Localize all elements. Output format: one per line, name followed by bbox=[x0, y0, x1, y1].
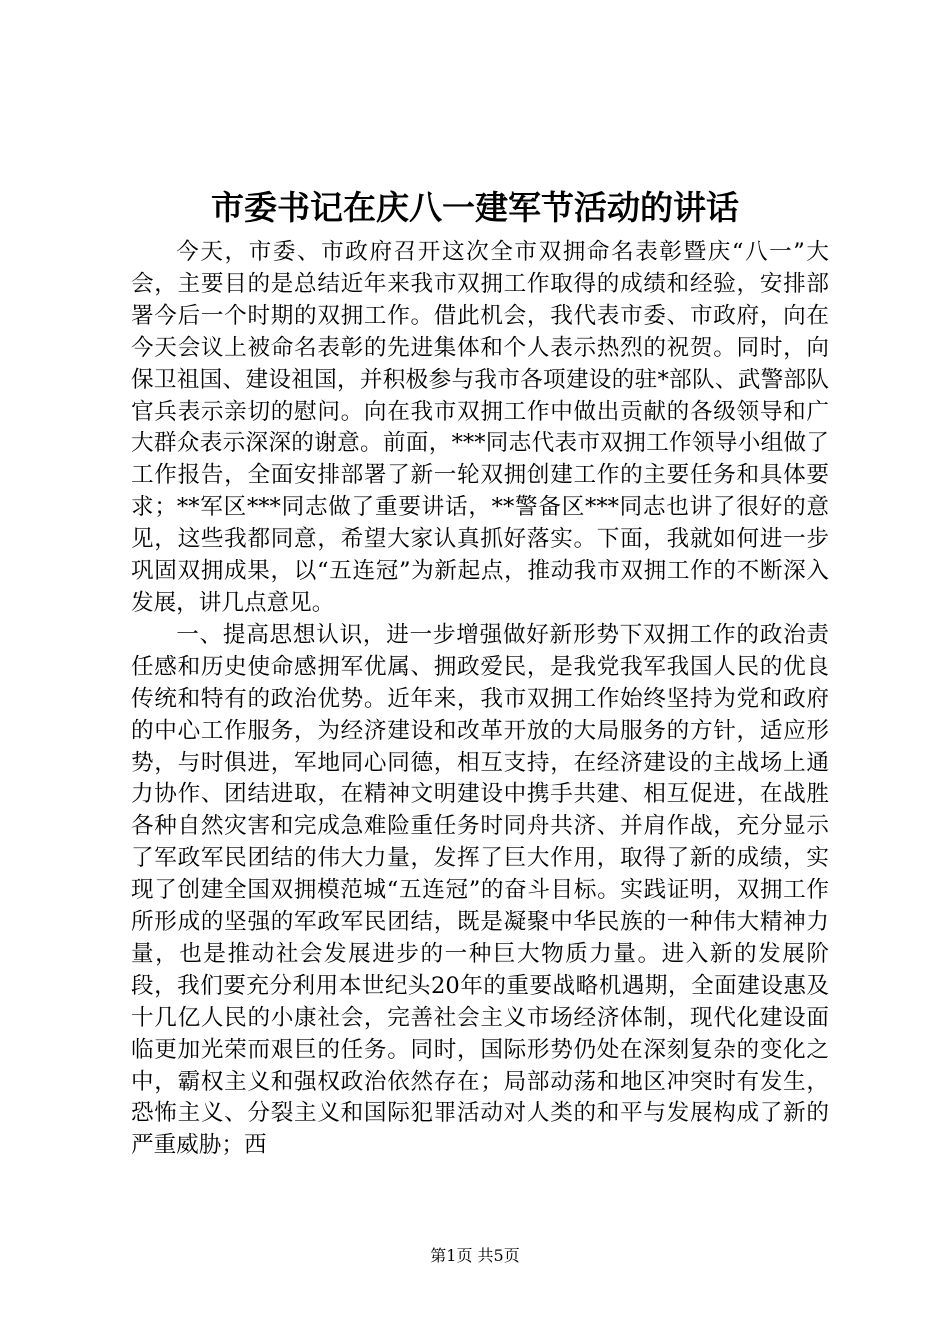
paragraph-section-one: 一、提高思想认识，进一步增强做好新形势下双拥工作的政治责任感和历史使命感拥军优属、拥政爱民，是我党我军我国人民的优良传统和特有的政治优势。近年来，我市双拥工作始终坚持为党和政府的中心工作服务，为经济建设和改革开放的大局服务的方针，适应形势，与时俱进，军地同心同德，相互支持，在经济建设的主战场上通力协作、团结进取，在精神文明建设中携手共建、相互促进，在战胜各种自然灾害和完成急难险重任务时同舟共济、并肩作战，充分显示了军政军民团结的伟大力量，发挥了巨大作用，取得了新的成绩，实现了创建全国双拥模范城“五连冠”的奋斗目标。实践证明，双拥工作所形成的坚强的军政军民团结，既是凝聚中华民族的一种伟大精神力量，也是推动社会发展进步的一种巨大物质力量。进入新的发展阶段，我们要充分利用本世纪头20年的重要战略机遇期，全面建设惠及十几亿人民的小康社会，完善社会主义市场经济体制，现代化建设面临更加光荣而艰巨的任务。同时，国际形势仍处在深刻复杂的变化之中，霸权主义和强权政治依然存在；局部动荡和地区冲突时有发生，恐怖主义、分裂主义和国际犯罪活动对人类的和平与发展构成了新的严重威胁；西 bbox=[131, 621, 829, 1159]
document-title: 市委书记在庆八一建军节活动的讲话 bbox=[211, 188, 739, 227]
document-body bbox=[131, 237, 829, 1162]
paragraph-intro: 今天，市委、市政府召开这次全市双拥命名表彰暨庆“八一”大会，主要目的是总结近年来我市双拥工作取得的成绩和经验，安排部署今后一个时期的双拥工作。借此机会，我代表市委、市政府，向在今天会议上被命名表彰的先进集体和个人表示热烈的祝贺。同时，向保卫祖国、建设祖国，并积极参与我市各项建设的驻*部队、武警部队官兵表示亲切的慰问。向在我市双拥工作中做出贡献的各级领导和广大群众表示深深的谢意。前面，***同志代表市双拥工作领导小组做了工作报告，全面安排部署了新一轮双拥创建工作的主要任务和具体要求；**军区***同志做了重要讲话，**警备区***同志也讲了很好的意见，这些我都同意，希望大家认真抓好落实。下面，我就如何进一步巩固双拥成果，以“五连冠”为新起点，推动我市双拥工作的不断深入发展，讲几点意见。 bbox=[131, 239, 829, 616]
page-number-footer: 第1页 共5页 bbox=[430, 1246, 520, 1265]
